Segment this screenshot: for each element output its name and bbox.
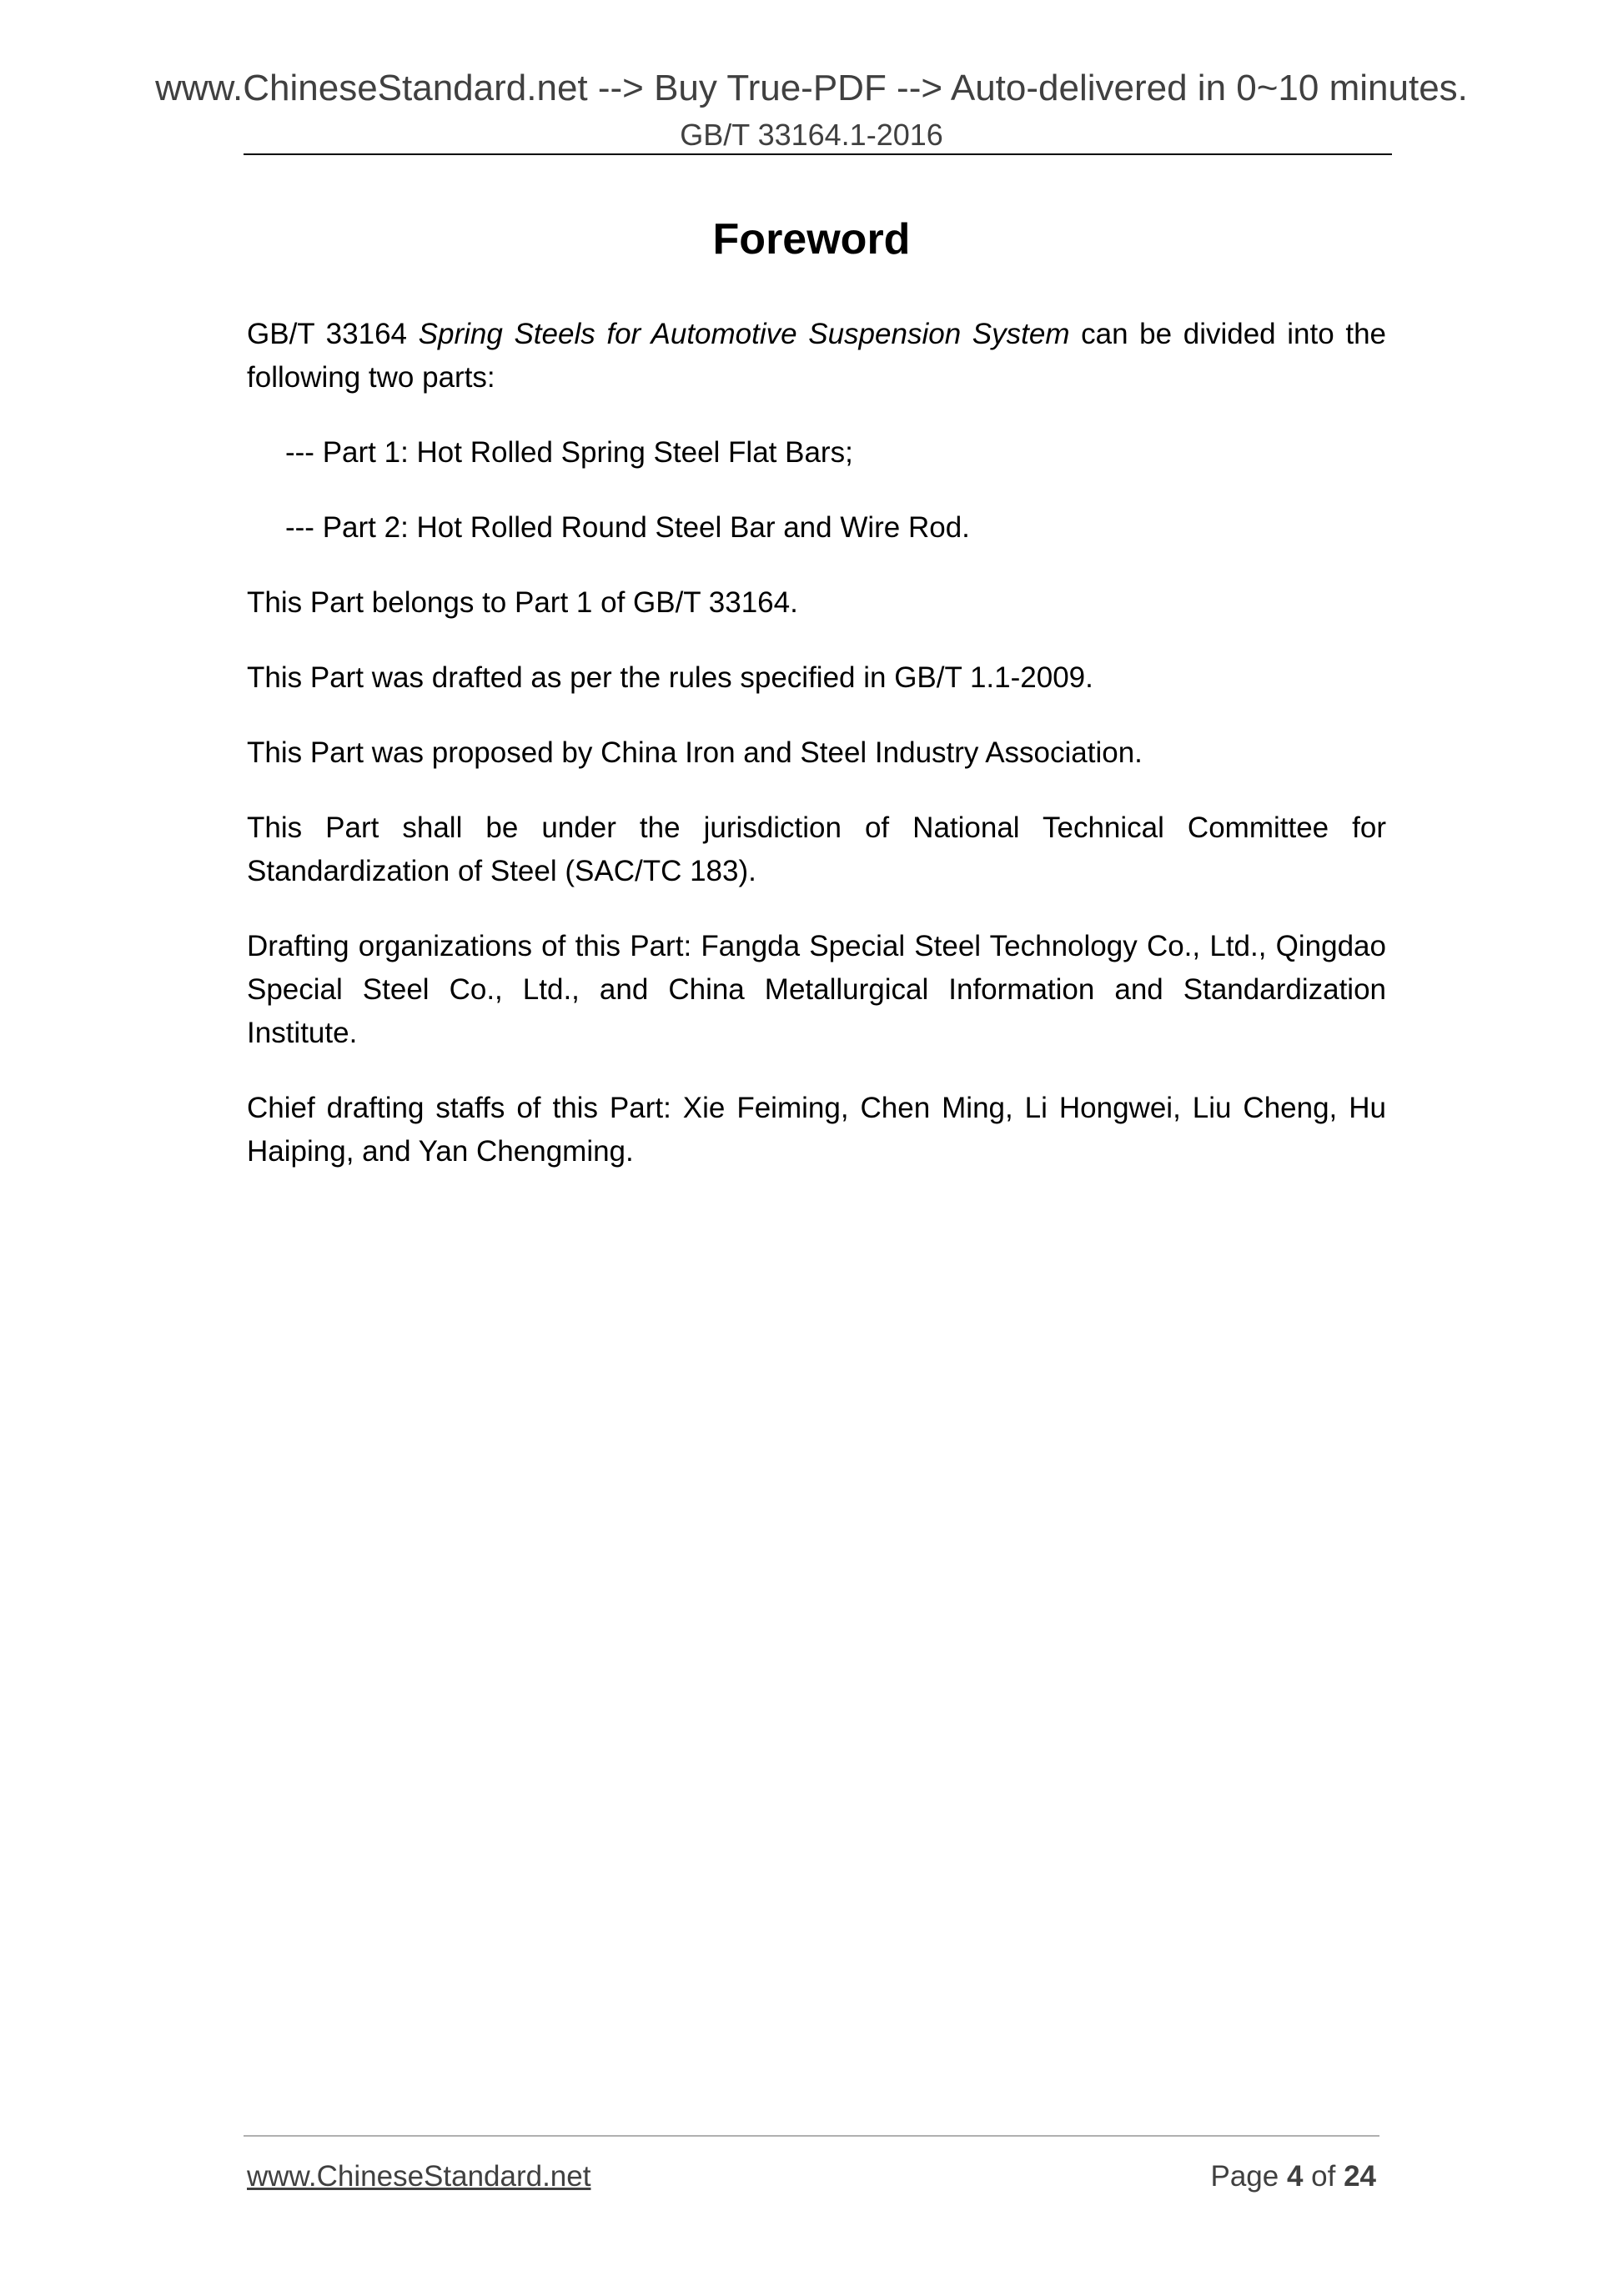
intro-prefix: GB/T 33164 [247,318,419,350]
footer-divider [244,2135,1379,2137]
page-prefix: Page [1210,2160,1287,2193]
page-title: Foreword [712,215,911,264]
foreword-body [247,313,1386,1205]
belongs-paragraph: This Part belongs to Part 1 of GB/T 33164. [247,586,798,619]
drafted-paragraph: This Part was drafted as per the rules specified in GB/T 1.1-2009. [247,661,1093,694]
page-total: 24 [1344,2160,1376,2193]
intro-suffix: can be divided into the following two parts: [247,318,1386,394]
page-of: of [1303,2160,1344,2193]
standard-code: GB/T 33164.1-2016 [680,118,943,152]
site-banner: www.ChineseStandard.net --> Buy True-PDF --> Auto-delivered in 0~10 minutes. [155,68,1468,108]
footer-site-link[interactable]: www.ChineseStandard.net [247,2160,591,2193]
part2-item: --- Part 2: Hot Rolled Round Steel Bar and Wire Rod. [285,511,970,544]
jurisdiction-paragraph: This Part shall be under the jurisdiction of National Technical Committee for Standardization of Steel (SAC/TC 183). [247,811,1386,887]
page-number [1210,2158,1376,2195]
staffs-paragraph: Chief drafting staffs of this Part: Xie Feiming, Chen Ming, Li Hongwei, Liu Cheng, Hu Haiping, and Yan Chengming. [247,1092,1386,1168]
intro-paragraph [247,313,1386,399]
page-current: 4 [1286,2160,1304,2193]
proposed-paragraph: This Part was proposed by China Iron and Steel Industry Association. [247,736,1143,769]
organizations-paragraph: Drafting organizations of this Part: Fangda Special Steel Technology Co., Ltd., Qingdao Special Steel Co., Ltd., and China Metallurgical Information and Standardization Institute. [247,930,1386,1049]
part1-item: --- Part 1: Hot Rolled Spring Steel Flat Bars; [285,436,853,469]
header-divider [244,153,1392,155]
intro-standard-title: Spring Steels for Automotive Suspension System [418,318,1070,350]
